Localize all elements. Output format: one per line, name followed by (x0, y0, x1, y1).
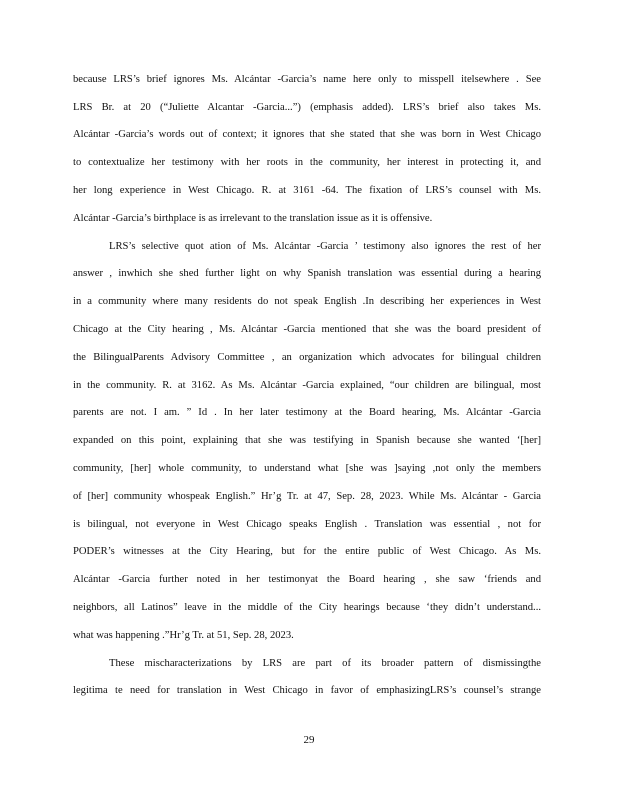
text-line: parents are not. I am. ” Id . In her later testimony at the Board hearing, Ms. Alcántar -Garcia (73, 407, 541, 418)
text-line: is bilingual, not everyone in West Chicago speaks English . Translation was essential , not for (73, 519, 541, 530)
text-line: answer , inwhich she shed further light on why Spanish translation was essential during a hearing (73, 268, 541, 279)
text-line: in the community. R. at 3162. As Ms. Alcántar -Garcia explained, “our children are bilingual, most (73, 380, 541, 391)
text-line: the BilingualParents Advisory Committee , an organization which advocates for bilingual children (73, 352, 541, 363)
text-line: community, [her] whole community, to understand what [she was ]saying ,not only the members (73, 463, 541, 474)
text-line: neighbors, all Latinos” leave in the middle of the City hearings because ‘they didn’t understand... (73, 602, 541, 613)
text-line: Alcántar -Garcia further noted in her testimonyat the Board hearing , she saw ‘friends and (73, 574, 541, 585)
text-line: Chicago at the City hearing , Ms. Alcántar -Garcia mentioned that she was the board president of (73, 324, 541, 335)
text-line: PODER’s witnesses at the City Hearing, but for the entire public of West Chicago. As Ms. (73, 546, 541, 557)
text-line: These mischaracterizations by LRS are part of its broader pattern of dismissingthe (109, 658, 541, 669)
text-line: to contextualize her testimony with her roots in the community, her interest in protecting it, and (73, 157, 541, 168)
text-line: LRS Br. at 20 (“Juliette Alcantar -Garcia...”) (emphasis added). LRS’s brief also takes Ms. (73, 102, 541, 113)
text-line: of [her] community whospeak English.” Hr’g Tr. at 47, Sep. 28, 2023. While Ms. Alcántar - Garcia (73, 491, 541, 502)
text-line: LRS’s selective quot ation of Ms. Alcántar -Garcia ’ testimony also ignores the rest of her (109, 241, 541, 252)
text-line: because LRS’s brief ignores Ms. Alcántar -Garcia’s name here only to misspell itelsewhere . See (73, 74, 541, 85)
text-line: Alcántar -Garcia’s words out of context; it ignores that she stated that she was born in West Chicago (73, 129, 541, 140)
text-line: her long experience in West Chicago. R. at 3161 -64. The fixation of LRS’s counsel with Ms. (73, 185, 541, 196)
text-line: expanded on this point, explaining that she was testifying in Spanish because she wanted ‘[her] (73, 435, 541, 446)
text-line: what was happening .”Hr’g Tr. at 51, Sep. 28, 2023. (73, 630, 294, 641)
page-number: 29 (303, 734, 315, 746)
text-line: legitima te need for translation in West Chicago in favor of emphasizingLRS’s counsel’s strange (73, 685, 541, 696)
text-line: Alcántar -Garcia’s birthplace is as irrelevant to the translation issue as it is offensive. (73, 213, 433, 224)
text-line: in a community where many residents do not speak English .In describing her experiences in West (73, 296, 541, 307)
